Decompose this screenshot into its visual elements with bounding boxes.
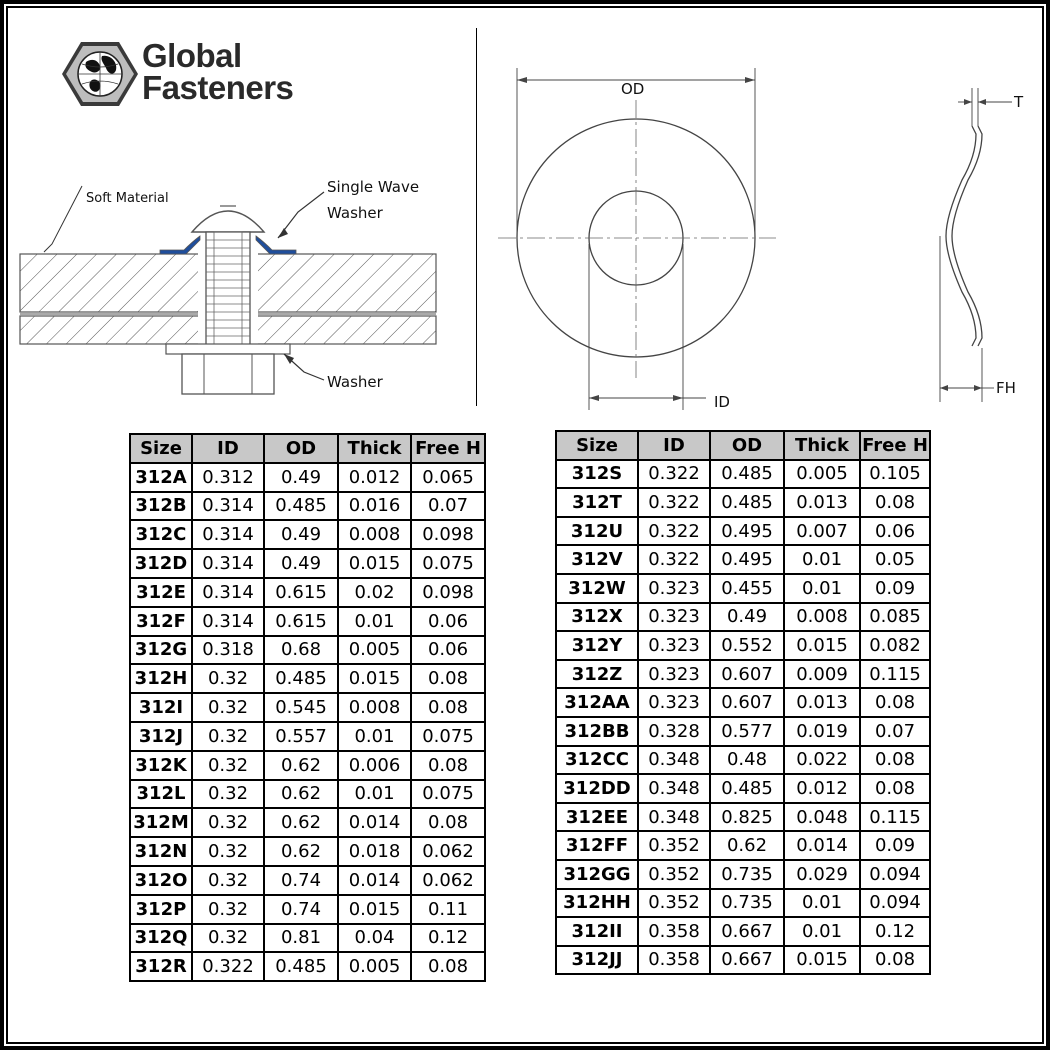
value-cell: 0.607	[710, 660, 784, 689]
soft-material-label: Soft Material	[86, 191, 169, 206]
size-cell: 312V	[556, 545, 638, 574]
value-cell: 0.323	[638, 574, 710, 603]
value-cell: 0.358	[638, 946, 710, 975]
value-cell: 0.323	[638, 631, 710, 660]
value-cell: 0.013	[784, 688, 860, 717]
value-cell: 0.667	[710, 946, 784, 975]
size-cell: 312O	[130, 866, 192, 895]
value-cell: 0.08	[411, 664, 485, 693]
size-cell: 312AA	[556, 688, 638, 717]
value-cell: 0.322	[192, 952, 264, 981]
value-cell: 0.323	[638, 603, 710, 632]
value-cell: 0.314	[192, 549, 264, 578]
table-row	[130, 693, 485, 722]
value-cell: 0.322	[638, 545, 710, 574]
value-cell: 0.048	[784, 803, 860, 832]
value-cell: 0.105	[860, 460, 930, 489]
value-cell: 0.115	[860, 803, 930, 832]
table-row	[130, 463, 485, 492]
value-cell: 0.02	[338, 578, 411, 607]
value-cell: 0.322	[638, 488, 710, 517]
value-cell: 0.485	[264, 492, 338, 521]
value-cell: 0.082	[860, 631, 930, 660]
size-cell: 312E	[130, 578, 192, 607]
value-cell: 0.352	[638, 860, 710, 889]
value-cell: 0.32	[192, 780, 264, 809]
column-header: Thick	[784, 431, 860, 460]
value-cell: 0.12	[860, 917, 930, 946]
washer-top-view	[492, 60, 792, 420]
value-cell: 0.008	[338, 693, 411, 722]
size-cell: 312G	[130, 636, 192, 665]
value-cell: 0.014	[338, 866, 411, 895]
value-cell: 0.005	[338, 952, 411, 981]
value-cell: 0.49	[710, 603, 784, 632]
value-cell: 0.352	[638, 831, 710, 860]
value-cell: 0.48	[710, 746, 784, 775]
table-row	[556, 946, 930, 975]
value-cell: 0.455	[710, 574, 784, 603]
table-row	[556, 917, 930, 946]
table-row	[556, 545, 930, 574]
table-row	[130, 607, 485, 636]
size-cell: 312C	[130, 520, 192, 549]
table-row	[130, 492, 485, 521]
value-cell: 0.32	[192, 751, 264, 780]
size-cell: 312W	[556, 574, 638, 603]
value-cell: 0.08	[411, 952, 485, 981]
value-cell: 0.314	[192, 520, 264, 549]
table-row	[130, 664, 485, 693]
size-cell: 312EE	[556, 803, 638, 832]
value-cell: 0.09	[860, 574, 930, 603]
value-cell: 0.495	[710, 517, 784, 546]
value-cell: 0.323	[638, 688, 710, 717]
column-header: Free H	[411, 434, 485, 463]
value-cell: 0.08	[860, 946, 930, 975]
table-row	[556, 746, 930, 775]
value-cell: 0.015	[338, 549, 411, 578]
table-row	[130, 636, 485, 665]
size-cell: 312FF	[556, 831, 638, 860]
size-cell: 312B	[130, 492, 192, 521]
value-cell: 0.32	[192, 664, 264, 693]
table-row	[556, 717, 930, 746]
value-cell: 0.552	[710, 631, 784, 660]
value-cell: 0.62	[710, 831, 784, 860]
value-cell: 0.314	[192, 607, 264, 636]
table-row	[130, 952, 485, 981]
value-cell: 0.485	[264, 952, 338, 981]
value-cell: 0.014	[338, 808, 411, 837]
value-cell: 0.019	[784, 717, 860, 746]
size-cell: 312L	[130, 780, 192, 809]
value-cell: 0.667	[710, 917, 784, 946]
brand-line2: Fasteners	[142, 69, 294, 106]
value-cell: 0.322	[638, 517, 710, 546]
value-cell: 0.607	[710, 688, 784, 717]
table-header-row	[556, 431, 930, 460]
value-cell: 0.08	[860, 488, 930, 517]
table-row	[130, 808, 485, 837]
value-cell: 0.094	[860, 889, 930, 918]
table-row	[556, 517, 930, 546]
value-cell: 0.008	[784, 603, 860, 632]
od-label: OD	[621, 80, 645, 98]
value-cell: 0.49	[264, 549, 338, 578]
value-cell: 0.075	[411, 780, 485, 809]
table-row	[556, 603, 930, 632]
size-cell: 312J	[130, 722, 192, 751]
value-cell: 0.32	[192, 808, 264, 837]
size-cell: 312Y	[556, 631, 638, 660]
section-divider	[476, 28, 477, 406]
value-cell: 0.06	[860, 517, 930, 546]
value-cell: 0.08	[860, 774, 930, 803]
value-cell: 0.013	[784, 488, 860, 517]
value-cell: 0.05	[860, 545, 930, 574]
value-cell: 0.323	[638, 660, 710, 689]
value-cell: 0.075	[411, 549, 485, 578]
washer-side-view	[932, 86, 1012, 406]
size-cell: 312N	[130, 837, 192, 866]
value-cell: 0.74	[264, 895, 338, 924]
table-row	[130, 722, 485, 751]
size-cell: 312Q	[130, 924, 192, 953]
globe-hexagon-icon	[62, 40, 138, 108]
column-header: ID	[638, 431, 710, 460]
value-cell: 0.005	[338, 636, 411, 665]
table-row	[130, 751, 485, 780]
size-cell: 312Z	[556, 660, 638, 689]
value-cell: 0.012	[338, 463, 411, 492]
value-cell: 0.49	[264, 463, 338, 492]
value-cell: 0.62	[264, 780, 338, 809]
free-height-label: FH	[996, 379, 1016, 397]
value-cell: 0.098	[411, 578, 485, 607]
value-cell: 0.32	[192, 924, 264, 953]
size-cell: 312GG	[556, 860, 638, 889]
value-cell: 0.485	[710, 460, 784, 489]
value-cell: 0.07	[411, 492, 485, 521]
table-row	[556, 860, 930, 889]
value-cell: 0.314	[192, 578, 264, 607]
table-row	[130, 549, 485, 578]
value-cell: 0.015	[784, 946, 860, 975]
value-cell: 0.022	[784, 746, 860, 775]
spec-table-left	[129, 433, 486, 982]
value-cell: 0.32	[192, 693, 264, 722]
size-cell: 312H	[130, 664, 192, 693]
value-cell: 0.12	[411, 924, 485, 953]
value-cell: 0.495	[710, 545, 784, 574]
single-wave-label-line1: Single Wave	[327, 178, 420, 196]
table-row	[130, 866, 485, 895]
value-cell: 0.062	[411, 837, 485, 866]
single-wave-label-line2: Washer	[327, 204, 383, 222]
value-cell: 0.545	[264, 693, 338, 722]
value-cell: 0.49	[264, 520, 338, 549]
size-cell: 312D	[130, 549, 192, 578]
column-header: Size	[556, 431, 638, 460]
value-cell: 0.62	[264, 837, 338, 866]
value-cell: 0.007	[784, 517, 860, 546]
size-cell: 312JJ	[556, 946, 638, 975]
value-cell: 0.01	[338, 722, 411, 751]
size-cell: 312R	[130, 952, 192, 981]
table-row	[130, 578, 485, 607]
value-cell: 0.075	[411, 722, 485, 751]
value-cell: 0.735	[710, 889, 784, 918]
size-cell: 312K	[130, 751, 192, 780]
table-row	[130, 895, 485, 924]
column-header: ID	[192, 434, 264, 463]
size-cell: 312S	[556, 460, 638, 489]
value-cell: 0.32	[192, 722, 264, 751]
value-cell: 0.01	[784, 545, 860, 574]
value-cell: 0.009	[784, 660, 860, 689]
table-row	[556, 574, 930, 603]
value-cell: 0.348	[638, 774, 710, 803]
value-cell: 0.348	[638, 746, 710, 775]
table-row	[556, 460, 930, 489]
size-cell: 312X	[556, 603, 638, 632]
value-cell: 0.062	[411, 866, 485, 895]
value-cell: 0.314	[192, 492, 264, 521]
table-row	[556, 488, 930, 517]
spec-table-right	[555, 430, 931, 975]
table-row	[130, 837, 485, 866]
value-cell: 0.015	[338, 895, 411, 924]
value-cell: 0.01	[784, 917, 860, 946]
value-cell: 0.085	[860, 603, 930, 632]
value-cell: 0.016	[338, 492, 411, 521]
value-cell: 0.485	[264, 664, 338, 693]
size-cell: 312P	[130, 895, 192, 924]
value-cell: 0.352	[638, 889, 710, 918]
value-cell: 0.32	[192, 895, 264, 924]
value-cell: 0.615	[264, 607, 338, 636]
id-label: ID	[714, 393, 730, 411]
table-row	[130, 924, 485, 953]
size-cell: 312A	[130, 463, 192, 492]
value-cell: 0.065	[411, 463, 485, 492]
table-row	[130, 780, 485, 809]
value-cell: 0.312	[192, 463, 264, 492]
column-header: Free H	[860, 431, 930, 460]
value-cell: 0.098	[411, 520, 485, 549]
value-cell: 0.735	[710, 860, 784, 889]
value-cell: 0.62	[264, 808, 338, 837]
column-header: OD	[710, 431, 784, 460]
assembly-cross-section	[16, 176, 456, 406]
value-cell: 0.01	[784, 889, 860, 918]
value-cell: 0.81	[264, 924, 338, 953]
size-cell: 312U	[556, 517, 638, 546]
value-cell: 0.08	[860, 746, 930, 775]
value-cell: 0.322	[638, 460, 710, 489]
column-header: OD	[264, 434, 338, 463]
value-cell: 0.115	[860, 660, 930, 689]
value-cell: 0.08	[411, 693, 485, 722]
value-cell: 0.06	[411, 607, 485, 636]
value-cell: 0.557	[264, 722, 338, 751]
value-cell: 0.01	[338, 607, 411, 636]
value-cell: 0.015	[338, 664, 411, 693]
value-cell: 0.01	[338, 780, 411, 809]
value-cell: 0.485	[710, 774, 784, 803]
value-cell: 0.09	[860, 831, 930, 860]
value-cell: 0.318	[192, 636, 264, 665]
value-cell: 0.615	[264, 578, 338, 607]
value-cell: 0.04	[338, 924, 411, 953]
table-header-row	[130, 434, 485, 463]
value-cell: 0.485	[710, 488, 784, 517]
value-cell: 0.015	[784, 631, 860, 660]
size-cell: 312BB	[556, 717, 638, 746]
size-cell: 312I	[130, 693, 192, 722]
value-cell: 0.08	[411, 808, 485, 837]
value-cell: 0.029	[784, 860, 860, 889]
size-cell: 312F	[130, 607, 192, 636]
value-cell: 0.094	[860, 860, 930, 889]
washer-label: Washer	[327, 373, 383, 391]
value-cell: 0.012	[784, 774, 860, 803]
size-cell: 312M	[130, 808, 192, 837]
value-cell: 0.32	[192, 866, 264, 895]
value-cell: 0.08	[860, 688, 930, 717]
size-cell: 312T	[556, 488, 638, 517]
value-cell: 0.11	[411, 895, 485, 924]
column-header: Thick	[338, 434, 411, 463]
table-row	[556, 688, 930, 717]
thickness-label: T	[1014, 93, 1024, 111]
value-cell: 0.018	[338, 837, 411, 866]
value-cell: 0.008	[338, 520, 411, 549]
value-cell: 0.68	[264, 636, 338, 665]
brand-logo	[142, 37, 294, 106]
size-cell: 312HH	[556, 889, 638, 918]
table-row	[556, 660, 930, 689]
value-cell: 0.577	[710, 717, 784, 746]
size-cell: 312CC	[556, 746, 638, 775]
size-cell: 312II	[556, 917, 638, 946]
value-cell: 0.328	[638, 717, 710, 746]
value-cell: 0.62	[264, 751, 338, 780]
value-cell: 0.08	[411, 751, 485, 780]
brand-line1: Global	[142, 37, 242, 74]
value-cell: 0.348	[638, 803, 710, 832]
value-cell: 0.825	[710, 803, 784, 832]
size-cell: 312DD	[556, 774, 638, 803]
value-cell: 0.01	[784, 574, 860, 603]
column-header: Size	[130, 434, 192, 463]
value-cell: 0.06	[411, 636, 485, 665]
table-row	[556, 803, 930, 832]
table-row	[556, 631, 930, 660]
value-cell: 0.32	[192, 837, 264, 866]
table-row	[556, 774, 930, 803]
table-row	[556, 831, 930, 860]
value-cell: 0.005	[784, 460, 860, 489]
value-cell: 0.006	[338, 751, 411, 780]
table-row	[556, 889, 930, 918]
value-cell: 0.358	[638, 917, 710, 946]
value-cell: 0.07	[860, 717, 930, 746]
value-cell: 0.74	[264, 866, 338, 895]
value-cell: 0.014	[784, 831, 860, 860]
table-row	[130, 520, 485, 549]
